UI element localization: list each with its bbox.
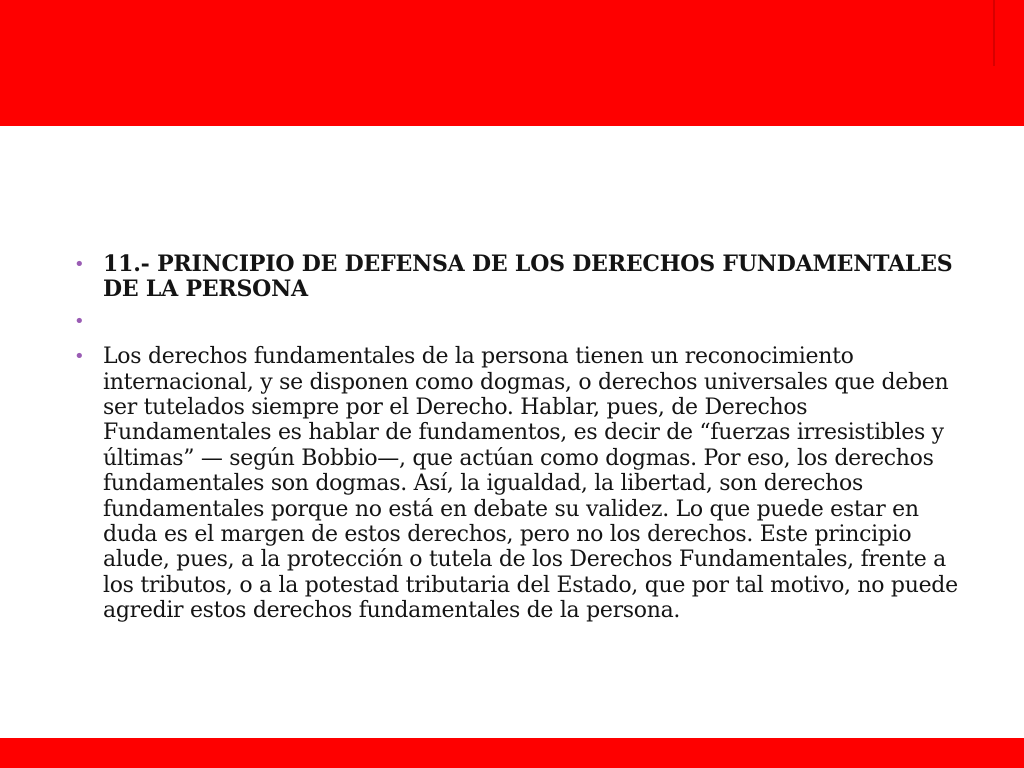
bullet-item-heading bbox=[72, 252, 972, 303]
bullet-dot-icon: • bbox=[74, 254, 85, 275]
bullet-dot-icon: • bbox=[74, 310, 85, 332]
slide-body-text: Los derechos fundamentales de la persona tienen un reconocimiento internacional, y se disponen como dogmas, o derechos universales que deben ser tutelados siempre por el Derecho. Hablar, pues, de Derechos Fundamentales es hablar de fundamentos, es decir de “fuerzas irresistibles y últimas” — según Bobbio—, que actúan como dogmas. Por eso, los derechos fundamentales son dogmas. Así, la igualdad, la libertad, son derechos fundamentales porque no está en debate su validez. Lo que puede estar en duda es el margen de estos derechos, pero no los derechos. Este principio alude, pues, a la protección o tutela de los Derechos Fundamentales, frente a los tributos, o a la potestad tributaria del Estado, que por tal motivo, no puede agredir estos derechos fundamentales de la persona. bbox=[103, 344, 958, 624]
top-red-band bbox=[0, 0, 1024, 126]
band-divider-line bbox=[993, 0, 995, 66]
bottom-red-band bbox=[0, 738, 1024, 768]
bullet-item-body bbox=[72, 344, 972, 623]
slide-heading: 11.- PRINCIPIO DE DEFENSA DE LOS DERECHOS FUNDAMENTALES DE LA PERSONA bbox=[103, 251, 953, 303]
slide-content bbox=[72, 252, 972, 624]
bullet-item-empty bbox=[72, 309, 972, 334]
bullet-list bbox=[72, 252, 972, 624]
bullet-dot-icon: • bbox=[74, 346, 85, 368]
